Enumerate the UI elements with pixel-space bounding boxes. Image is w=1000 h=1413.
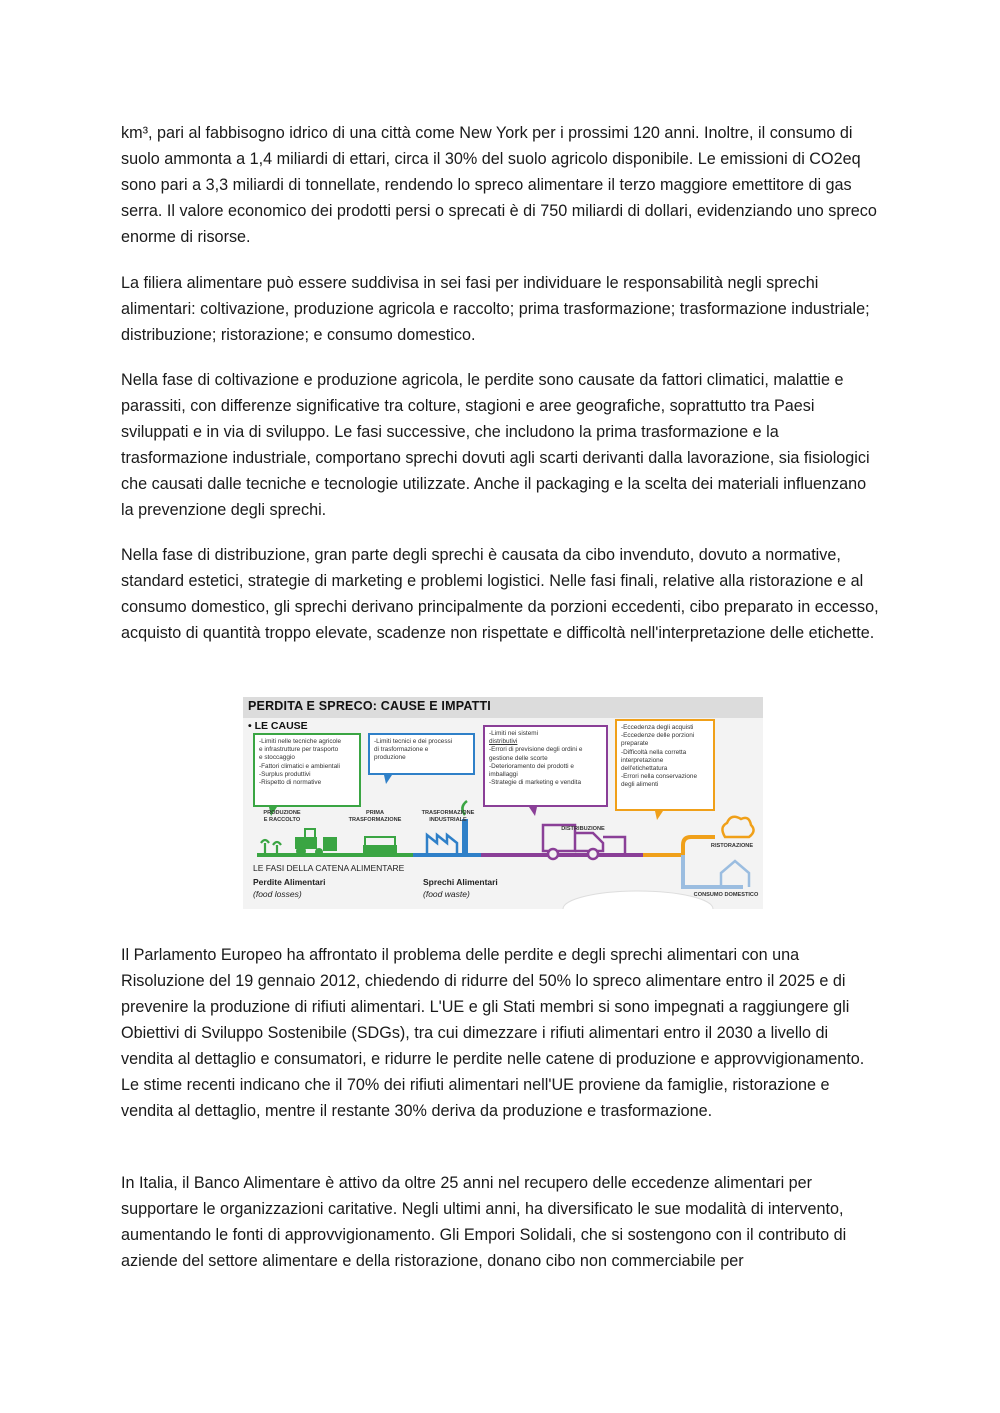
cause-line: -Limiti nei sistemi (489, 730, 539, 737)
cause-line: produzione (374, 754, 406, 762)
causes-box-distribution (483, 725, 608, 807)
cause-line: preparate (621, 740, 649, 748)
cause-line: -Errori di previsione degli ordini e (489, 746, 583, 754)
food-losses-label: Perdite Alimentari (253, 877, 326, 887)
cause-line: distributivi (489, 738, 518, 746)
cause-line: degli alimenti (621, 781, 659, 789)
cause-line: interpretazione (621, 756, 664, 764)
cause-line: -Strategie di marketing e vendita (489, 779, 582, 787)
cause-line: imballaggi (489, 771, 518, 779)
cause-line: -Errori nella conservazione (621, 773, 698, 781)
paragraph-european-parliament: Il Parlamento Europeo ha affrontato il problema delle perdite e degli sprechi alimentari con una Risoluzione del 19 gennaio 2012, chiedendo di ridurre del 50% lo spreco alimentare entro il 2025 e di prevenire la produzione di rifiuti alimentari. L'UE e gli Stati membri si sono impegnati a raggiungere gli Obiettivi di Sviluppo Sostenibile (SDGs), tra cui dimezzare i rifiuti alimentari entro il 2030 a livello di vendita al dettaglio e consumatori, e ridurre le perdite nelle catene di produzione e approvvigionamento. Le stime recenti indicano che il 70% dei rifiuti alimentari nell'UE proviene da famiglie, ristorazione e vendita al dettaglio, mentre il restante 30% deriva da produzione e trasformazione. (121, 946, 865, 1120)
cause-line: dell'etichettatura (621, 765, 668, 773)
stage-label-distribution: DISTRIBUZIONE (561, 826, 605, 832)
paragraph-water-land-emissions: km³, pari al fabbisogno idrico di una città come New York per i prossimi 120 anni. Inoltre, il consumo di suolo ammonta a 1,4 miliardi di ettari, circa il 30% del suolo agricolo disponibile. Le emissioni di CO2eq sono pari a 3,3 miliardi di tonnellate, rendendo lo spreco alimentare il terzo maggiore emettitore di gas serra. Il valore economico dei prodotti persi o sprecati è di 750 miliardi di dollari, evidenziando uno spreco enorme di risorse. (121, 124, 877, 246)
stage-label-household: CONSUMO DOMESTICO (693, 892, 759, 898)
infographic-loss-waste-causes (243, 697, 763, 909)
paragraph-supply-chain-phases: La filiera alimentare può essere suddivisa in sei fasi per individuare le responsabilità negli sprechi alimentari: coltivazione, produzione agricola e raccolto; prima trasformazione; trasformazione industriale; distribuzione; ristorazione; e consumo domestico. (121, 274, 870, 344)
cause-line: -Difficoltà nella corretta (621, 748, 687, 756)
causes-box-processing (368, 733, 475, 775)
cause-line: -Surplus produttivi (259, 770, 311, 778)
cause-line: -Eccedenze delle porzioni (621, 732, 695, 740)
cause-line: -Rispetto di normative (259, 779, 322, 787)
infographic-subtitle: • LE CAUSE (248, 720, 308, 732)
causes-box-consumption (615, 719, 715, 811)
stage-label-industrial: TRASFORMAZIONE INDUSTRIALE (421, 810, 475, 823)
cause-line: e stoccaggio (259, 754, 295, 762)
paragraph-distribution-phase: Nella fase di distribuzione, gran parte degli sprechi è causata da cibo invenduto, dovuto a normative, standard estetici, strategie di marketing e problemi logistici. Nelle fasi finali, relative alla ristorazione e al consumo domestico, gli sprechi derivano principalmente da porzioni eccedenti, cibo preparato in eccesso, acquisto di quantità troppo elevate, scadenze non rispettate e difficoltà nell'interpretazione delle etichette. (121, 546, 879, 642)
stage-label-production: PRODUZIONE E RACCOLTO (263, 810, 301, 823)
chain-label: LE FASI DELLA CATENA ALIMENTARE (253, 863, 405, 873)
paragraph-cultivation-phase: Nella fase di coltivazione e produzione agricola, le perdite sono causate da fattori climatici, malattie e parassiti, con differenze significative tra colture, stagioni e aree geografiche, soprattutto tra Paesi sviluppati e in via di sviluppo. Le fasi successive, che includono la prima trasformazione e la trasformazione industriale, comportano sprechi dovuti agli scarti derivanti dalla lavorazione, sia fisiologici che causati dalle tecniche e tecnologie utilizzate. Anche il packaging e la scelta dei materiali influenzano la prevenzione degli sprechi. (121, 371, 870, 519)
cause-line: -Eccedenza degli acquisti (621, 724, 694, 731)
cause-line: -Fattori climatici e ambientali (259, 762, 340, 770)
cause-line: e infrastrutture per trasporto (259, 746, 339, 754)
infographic-title: PERDITA E SPRECO: CAUSE E IMPATTI (248, 699, 491, 713)
stage-label-first-processing: PRIMA TRASFORMAZIONE (348, 810, 402, 823)
cause-line: di trasformazione e (374, 746, 429, 754)
food-waste-label: Sprechi Alimentari (423, 877, 498, 887)
stage-label-restaurant: RISTORAZIONE (710, 843, 754, 849)
cause-line: -Deterioramento dei prodotti e (489, 762, 574, 770)
paragraph-banco-alimentare: In Italia, il Banco Alimentare è attivo da oltre 25 anni nel recupero delle eccedenze alimentari per supportare le organizzazioni caritative. Negli ultimi anni, ha diversificato le sue modalità di intervento, aumentando le fonti di approvvigionamento. Gli Empori Solidali, che si sostengono con il contributo di aziende del settore alimentare e della ristorazione, donano cibo non commerciabile per (121, 1174, 847, 1270)
food-waste-sublabel: (food waste) (423, 889, 470, 899)
causes-box-production (253, 733, 361, 807)
cause-line: gestione delle scorte (489, 754, 548, 762)
food-losses-sublabel: (food losses) (253, 889, 302, 899)
cause-line: -Limiti nelle tecniche agricole (259, 738, 342, 745)
cause-line: -Limiti tecnici e dei processi (374, 738, 453, 745)
